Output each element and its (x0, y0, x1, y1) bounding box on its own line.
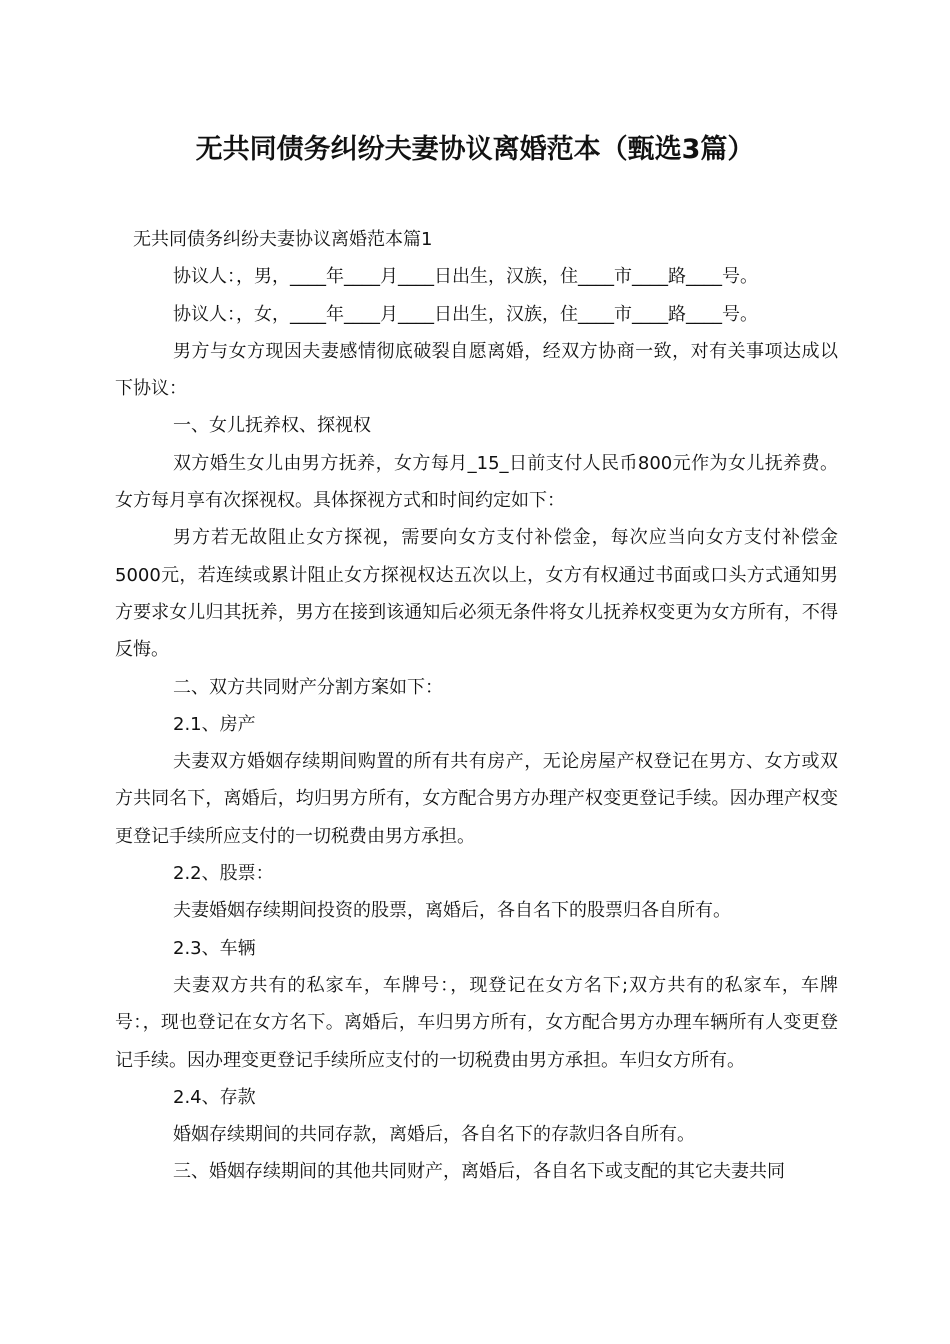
party-female-line: 协议人：，女，____年____月____日出生，汉族，住____市____路____号。 (173, 303, 758, 325)
subclause-heading-house: 2.1、房产 (173, 713, 256, 735)
section-heading: 无共同债务纠纷夫妻协议离婚范本篇1 (133, 229, 433, 250)
visitation-paragraph: 男方若无故阻止女方探视，需要向女方支付补偿金，每次应当向女方支付补偿金5000元，若连续或累计阻止女方探视权达五次以上，女方有权通过书面或口头方式通知男方要求女儿归其抚养，男方在接到该通知后必须无条件将女儿抚养权变更为女方所有，不得反悔。 (115, 527, 838, 661)
intro-paragraph: 男方与女方现因夫妻感情彻底破裂自愿离婚，经双方协商一致，对有关事项达成以下协议： (115, 340, 838, 400)
subclause-heading-deposits: 2.4、存款 (173, 1086, 256, 1108)
custody-paragraph: 双方婚生女儿由男方抚养，女方每月_15_日前支付人民币800元作为女儿抚养费。女方每月享有次探视权。具体探视方式和时间约定如下： (115, 452, 838, 512)
document-title: 无共同债务纠纷夫妻协议离婚范本（甄选3篇） (195, 134, 755, 165)
stocks-paragraph: 夫妻婚姻存续期间投资的股票，离婚后，各自名下的股票归各自所有。 (173, 900, 731, 922)
subclause-heading-stocks: 2.2、股票： (173, 863, 274, 885)
clause-heading-property: 二、双方共同财产分割方案如下： (173, 676, 443, 698)
subclause-heading-vehicles: 2.3、车辆 (173, 937, 256, 959)
house-paragraph: 夫妻双方婚姻存续期间购置的所有共有房产，无论房屋产权登记在男方、女方或双方共同名下，离婚后，均归男方所有，女方配合男方办理产权变更登记手续。因办理产权变更登记手续所应支付的一切税费由男方承担。 (115, 751, 838, 847)
vehicles-paragraph: 夫妻双方共有的私家车，车牌号：，现登记在女方名下;双方共有的私家车，车牌号：，现也登记在女方名下。离婚后，车归男方所有，女方配合男方办理车辆所有人变更登记手续。因办理变更登记手续所应支付的一切税费由男方承担。车归女方所有。 (115, 974, 838, 1071)
clause-heading-other-property: 三、婚姻存续期间的其他共同财产，离婚后，各自名下或支配的其它夫妻共同 (173, 1161, 785, 1183)
party-male-line: 协议人：，男，____年____月____日出生，汉族，住____市____路____号。 (173, 266, 758, 288)
deposits-paragraph: 婚姻存续期间的共同存款，离婚后，各自名下的存款归各自所有。 (173, 1124, 695, 1146)
document-body (115, 221, 838, 1191)
clause-heading-custody: 一、女儿抚养权、探视权 (173, 415, 371, 437)
